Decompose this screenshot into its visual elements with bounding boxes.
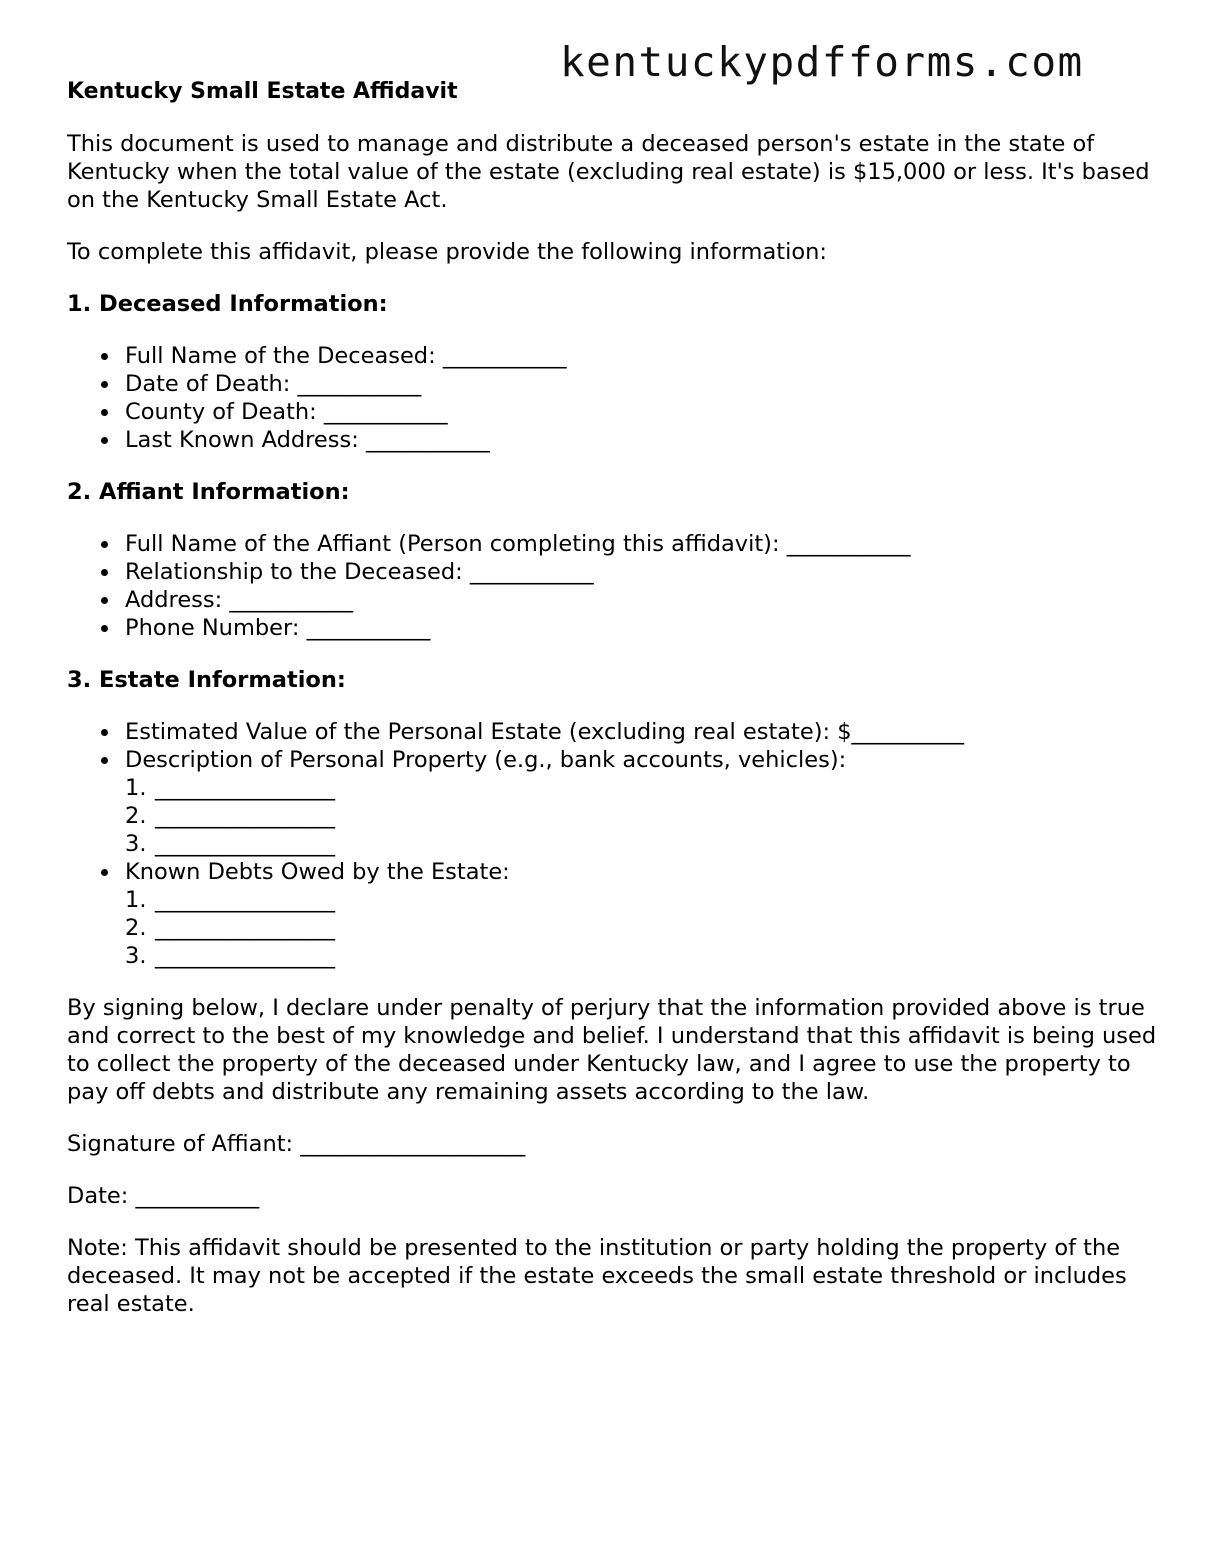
blank-line: ________________ [155, 943, 335, 969]
date-line: Date: ___________ [67, 1183, 260, 1209]
affiant-info-list [67, 530, 1157, 642]
item-number: 2. [125, 915, 147, 941]
deceased-info-list [67, 342, 1157, 454]
section-estate-heading: 3. Estate Information: [67, 667, 346, 693]
note-paragraph: Note: This affidavit should be presented to the institution or party holding the property of the deceased. It may not be accepted if the estate exceeds the small estate threshold or includes real estate. [67, 1235, 1127, 1317]
list-item: County of Death: ___________ [125, 398, 1157, 426]
list-item: Last Known Address: ___________ [125, 426, 1157, 454]
sublist-item [125, 914, 1157, 942]
document-body [67, 78, 1157, 1318]
list-item: Phone Number: ___________ [125, 614, 1157, 642]
item-number: 3. [125, 831, 147, 857]
blank-line: ________________ [155, 887, 335, 913]
watermark: kentuckypdfforms.com [560, 38, 1084, 86]
list-item: Address: ___________ [125, 586, 1157, 614]
sublist-item [125, 774, 1157, 802]
property-sublist [125, 774, 1157, 858]
section-affiant-heading: 2. Affiant Information: [67, 479, 350, 505]
debts-sublist [125, 886, 1157, 970]
list-item: Estimated Value of the Personal Estate (excluding real estate): $__________ [125, 718, 1157, 746]
sublist-item [125, 886, 1157, 914]
item-number: 1. [125, 775, 147, 801]
list-item [125, 746, 1157, 858]
item-number: 3. [125, 943, 147, 969]
document-title: Kentucky Small Estate Affidavit [67, 79, 458, 104]
sublist-item [125, 942, 1157, 970]
list-item: Full Name of the Deceased: ___________ [125, 342, 1157, 370]
blank-line: ________________ [155, 803, 335, 829]
list-item: Date of Death: ___________ [125, 370, 1157, 398]
blank-line: ________________ [155, 915, 335, 941]
estate-info-list [67, 718, 1157, 970]
list-item: Relationship to the Deceased: ___________ [125, 558, 1157, 586]
blank-line: ________________ [155, 831, 335, 857]
sublist-item [125, 802, 1157, 830]
intro-paragraph: This document is used to manage and distribute a deceased person's estate in the state of Kentucky when the total value of the estate (excluding real estate) is $15,000 or less. It's based on the Kentucky Small Estate Act. [67, 131, 1150, 213]
instruction-paragraph: To complete this affidavit, please provide the following information: [67, 239, 827, 265]
declaration-paragraph: By signing below, I declare under penalty of perjury that the information provided above is true and correct to the best of my knowledge and belief. I understand that this affidavit is being used to collect the property of the deceased under Kentucky law, and I agree to use the property to pay off debts and distribute any remaining assets according to the law. [67, 995, 1157, 1105]
section-deceased-heading: 1. Deceased Information: [67, 291, 388, 317]
item-number: 1. [125, 887, 147, 913]
signature-line: Signature of Affiant: ____________________ [67, 1131, 526, 1157]
list-item: Full Name of the Affiant (Person completing this affidavit): ___________ [125, 530, 1157, 558]
property-label: Description of Personal Property (e.g., bank accounts, vehicles): [125, 747, 847, 773]
blank-line: ________________ [155, 775, 335, 801]
debts-label: Known Debts Owed by the Estate: [125, 859, 510, 885]
item-number: 2. [125, 803, 147, 829]
sublist-item [125, 830, 1157, 858]
list-item [125, 858, 1157, 970]
